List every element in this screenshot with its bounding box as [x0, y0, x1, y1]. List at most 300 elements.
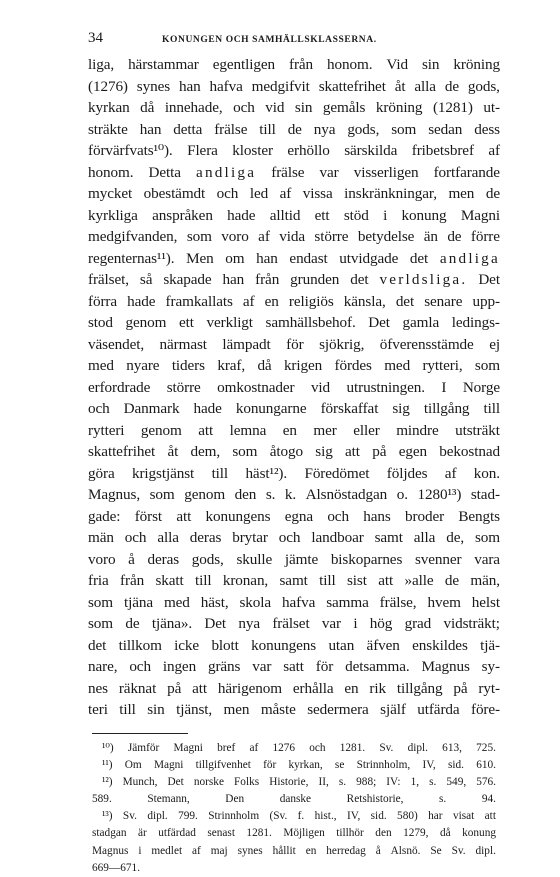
- word: men: [448, 183, 474, 205]
- word: detsamma.: [345, 656, 409, 678]
- word: s.: [339, 774, 346, 791]
- word: skattefrihet: [88, 441, 155, 463]
- word: eller: [353, 420, 379, 442]
- word: och: [217, 183, 239, 205]
- word: till: [212, 463, 228, 485]
- word: frälset,: [88, 269, 129, 291]
- word: anspråken: [152, 205, 213, 227]
- word: hist.,: [315, 808, 337, 825]
- word: senare: [424, 291, 462, 313]
- word: som: [88, 613, 113, 635]
- word: från: [289, 54, 313, 76]
- word: och: [233, 97, 255, 119]
- word: Magnus,: [88, 484, 140, 506]
- word: då: [140, 97, 154, 119]
- word: sin: [295, 97, 312, 119]
- footnotes: [92, 740, 496, 877]
- word: men: [224, 699, 250, 721]
- word: hvem: [427, 592, 460, 614]
- word: upp-: [473, 291, 500, 313]
- word: o.: [397, 484, 408, 506]
- word: sig: [392, 398, 409, 420]
- word: hans: [363, 506, 390, 528]
- word: Det: [167, 774, 183, 791]
- word: grad: [405, 613, 432, 635]
- word: kronan,: [223, 570, 268, 592]
- word: att: [176, 506, 191, 528]
- word: satt: [283, 656, 304, 678]
- text-line: [88, 355, 500, 377]
- word: 94.: [482, 791, 496, 808]
- word: och: [327, 506, 349, 528]
- word: verldsliga.: [379, 269, 467, 291]
- page-header: [88, 30, 500, 52]
- word: Men: [186, 248, 214, 270]
- word: medlet: [151, 843, 182, 860]
- word: honom.: [88, 162, 133, 184]
- word: för: [263, 757, 276, 774]
- word: dipl.: [476, 843, 496, 860]
- word: de: [447, 226, 461, 248]
- word: kyrkan: [88, 97, 130, 119]
- word: ledings-: [452, 312, 500, 334]
- word: frälse: [271, 162, 304, 184]
- word: nya: [314, 119, 336, 141]
- word: Jämför: [128, 740, 159, 757]
- word: Magnus: [92, 843, 128, 860]
- word: norske: [194, 774, 224, 791]
- word: utsträkt: [455, 420, 500, 442]
- running-head: KONUNGEN OCH SAMHÄLLSKLASSERNA.: [162, 35, 377, 45]
- word: känsla,: [344, 291, 386, 313]
- word: som: [150, 484, 175, 506]
- word: 576.: [476, 774, 496, 791]
- word: omkostnader: [217, 377, 294, 399]
- word: gods,: [192, 549, 224, 571]
- word: härigenom: [218, 678, 282, 700]
- word: Strinnholm: [208, 808, 259, 825]
- word: fribetsbref: [412, 140, 474, 162]
- word: grunden: [290, 269, 339, 291]
- text-line: [88, 484, 500, 506]
- word: Retshistorie,: [347, 791, 404, 808]
- word: blott: [211, 635, 238, 657]
- word: att: [485, 808, 496, 825]
- footnote-line: [92, 774, 496, 791]
- word: stod: [88, 312, 113, 334]
- text-line: [88, 226, 500, 248]
- word: IV,: [347, 808, 360, 825]
- word: samt: [375, 527, 403, 549]
- word: honom.: [327, 54, 372, 76]
- word: härstammar: [128, 54, 199, 76]
- text-line: [88, 162, 500, 184]
- word: (1281): [433, 97, 473, 119]
- word: särskilda: [344, 140, 397, 162]
- word: sedan: [428, 119, 462, 141]
- footnote-line: [92, 843, 496, 860]
- word: i: [353, 613, 357, 635]
- word: Folks: [234, 774, 259, 791]
- word: rytteri,: [422, 355, 462, 377]
- word: kon.: [474, 463, 500, 485]
- word: alla: [414, 527, 436, 549]
- word: fördes: [335, 355, 372, 377]
- word: broder: [405, 506, 444, 528]
- word: för: [316, 656, 333, 678]
- word: han: [140, 119, 162, 141]
- text-line: [88, 506, 500, 528]
- word: de: [288, 119, 302, 141]
- word: öfverensstämde: [380, 334, 474, 356]
- word: som: [475, 355, 500, 377]
- word: brytar: [232, 527, 268, 549]
- word: häst,: [201, 592, 229, 614]
- word: hafva: [210, 76, 243, 98]
- text-line: [88, 119, 500, 141]
- word: Sv.: [123, 808, 137, 825]
- footnote-line: [92, 860, 496, 877]
- word: förre: [471, 226, 500, 248]
- word: det: [410, 248, 428, 270]
- word: danske: [280, 791, 311, 808]
- word: enskildes: [412, 635, 468, 657]
- word: skola: [239, 592, 271, 614]
- word: deras: [190, 527, 222, 549]
- word: att: [192, 678, 207, 700]
- word: tillgifvenhet: [196, 757, 251, 774]
- word: till: [319, 570, 335, 592]
- word: åtogo: [270, 441, 303, 463]
- word: de: [486, 183, 500, 205]
- word: 669—671.: [92, 860, 140, 877]
- word: genom: [141, 420, 182, 442]
- text-line: [88, 592, 500, 614]
- word: den: [375, 825, 391, 842]
- word: af: [280, 183, 292, 205]
- word: rytteri: [88, 420, 124, 442]
- word: först: [135, 506, 162, 528]
- word: alla: [157, 527, 179, 549]
- text-line: [88, 699, 500, 721]
- word: tjäna: [124, 592, 153, 614]
- word: dem,: [191, 441, 221, 463]
- word: konungens: [251, 635, 316, 657]
- word: från: [255, 269, 279, 291]
- word: nya: [238, 613, 260, 635]
- word: skapade: [163, 269, 211, 291]
- word: krigen: [284, 355, 322, 377]
- word: tiders: [172, 355, 205, 377]
- word: då: [440, 825, 451, 842]
- word: teri: [88, 699, 108, 721]
- word: åt: [395, 76, 406, 98]
- word: genom: [126, 312, 167, 334]
- word: ett: [179, 312, 194, 334]
- word: Historie,: [269, 774, 308, 791]
- word: konungens: [206, 506, 271, 528]
- word: större: [167, 377, 201, 399]
- word: frälse,: [380, 592, 417, 614]
- word: senast: [207, 825, 235, 842]
- word: Om: [125, 757, 142, 774]
- word: å: [128, 549, 135, 571]
- word: framkallats: [166, 291, 233, 313]
- word: betydelse: [358, 226, 414, 248]
- word: gods,: [347, 119, 379, 141]
- text-line: [88, 377, 500, 399]
- word: landboar: [311, 527, 363, 549]
- word: som: [187, 226, 212, 248]
- word: Det: [478, 269, 500, 291]
- text-line: [88, 334, 500, 356]
- word: helst: [472, 592, 500, 614]
- word: II,: [318, 774, 328, 791]
- word: 1281.: [246, 825, 271, 842]
- word: 610.: [476, 757, 496, 774]
- word: Det: [368, 312, 390, 334]
- word: s.: [266, 484, 276, 506]
- text-line: [88, 269, 500, 291]
- word: 549,: [446, 774, 466, 791]
- word: kröning: [453, 54, 500, 76]
- word: sedermera: [307, 699, 369, 721]
- word: Sv.: [379, 740, 393, 757]
- text-line: [88, 312, 500, 334]
- text-line: [88, 54, 500, 76]
- word: alltid: [270, 205, 301, 227]
- text-line: [88, 441, 500, 463]
- word: ut-: [483, 97, 500, 119]
- word: det: [350, 269, 368, 291]
- word: har: [428, 808, 442, 825]
- word: endast: [289, 248, 327, 270]
- word: stadgan: [92, 825, 127, 842]
- word: tjänst,: [176, 699, 212, 721]
- word: dipl.: [408, 740, 428, 757]
- text-line: [88, 183, 500, 205]
- word: var: [252, 656, 271, 678]
- word: af: [243, 291, 255, 313]
- word: erhålla: [293, 678, 334, 700]
- word: vid: [311, 377, 330, 399]
- word: kraf,: [217, 355, 245, 377]
- word: af: [258, 226, 270, 248]
- word: så: [140, 269, 152, 291]
- word: tjäna».: [152, 613, 192, 635]
- word: till: [119, 699, 135, 721]
- word: att: [378, 570, 393, 592]
- word: var: [320, 162, 339, 184]
- word: svenner: [415, 549, 462, 571]
- word: obestämdt: [144, 183, 206, 205]
- word: i: [138, 843, 141, 860]
- word: mycket: [88, 183, 132, 205]
- word: af: [250, 740, 259, 757]
- word: och: [279, 527, 301, 549]
- word: till: [483, 398, 499, 420]
- word: Detta: [149, 162, 181, 184]
- word: med: [384, 355, 410, 377]
- word: Magni: [173, 740, 203, 757]
- word: det: [88, 635, 106, 657]
- word: Magni: [461, 205, 500, 227]
- word: 1279,: [403, 825, 428, 842]
- word: sy-: [482, 656, 500, 678]
- word: ¹⁰): [102, 740, 114, 757]
- word: om: [225, 248, 244, 270]
- word: sist: [347, 570, 367, 592]
- word: som: [475, 527, 500, 549]
- word: han: [223, 269, 245, 291]
- word: samma: [326, 592, 369, 614]
- word: och: [129, 656, 151, 678]
- word: Munch,: [123, 774, 158, 791]
- word: 988;: [356, 774, 376, 791]
- word: å: [376, 843, 381, 860]
- word: på: [372, 441, 386, 463]
- word: egentligen: [213, 54, 275, 76]
- word: då: [257, 355, 271, 377]
- word: åt: [167, 441, 178, 463]
- word: sid.: [448, 757, 464, 774]
- word: att: [198, 420, 213, 442]
- text-line: [88, 613, 500, 635]
- word: och: [88, 398, 110, 420]
- word: och: [125, 527, 147, 549]
- word: samt: [280, 570, 308, 592]
- word: utfärdad: [158, 825, 196, 842]
- word: IV:: [386, 774, 400, 791]
- word: 1,: [411, 774, 419, 791]
- word: Föredömet: [304, 463, 369, 485]
- word: alla: [414, 76, 436, 98]
- word: förvärfvats¹⁰).: [88, 140, 173, 162]
- word: hållit: [273, 843, 296, 860]
- word: ett: [315, 205, 330, 227]
- word: utrustningen.: [347, 377, 425, 399]
- word: gemåls: [323, 97, 365, 119]
- word: Se: [430, 843, 441, 860]
- word: synes: [137, 76, 170, 98]
- word: själf: [380, 699, 406, 721]
- word: regenternas¹¹).: [88, 248, 174, 270]
- word: mer: [313, 420, 336, 442]
- word: nes: [88, 678, 108, 700]
- word: en: [344, 678, 358, 700]
- word: lemna: [230, 420, 267, 442]
- word: män: [88, 527, 114, 549]
- word: vara: [474, 549, 500, 571]
- word: närmast: [160, 334, 207, 356]
- word: maj: [211, 843, 228, 860]
- word: Strinnholm,: [357, 757, 411, 774]
- word: med: [164, 592, 190, 614]
- word: bref: [217, 740, 235, 757]
- word: af: [445, 463, 457, 485]
- word: konung: [462, 825, 496, 842]
- word: Alsnöstadgan: [306, 484, 387, 506]
- word: konung: [402, 205, 447, 227]
- word: IV,: [422, 757, 435, 774]
- word: och: [309, 740, 325, 757]
- word: större: [314, 226, 348, 248]
- word: hafva: [282, 592, 315, 614]
- word: ¹³): [102, 808, 113, 825]
- word: medgifvit: [252, 76, 310, 98]
- word: Stemann,: [147, 791, 189, 808]
- word: detta: [173, 119, 202, 141]
- word: (Sv.: [269, 808, 287, 825]
- word: innehade,: [165, 97, 223, 119]
- word: tillgång: [397, 678, 443, 700]
- word: inskränkningar,: [344, 183, 437, 205]
- word: Möjligen: [283, 825, 324, 842]
- word: 580): [397, 808, 418, 825]
- word: äfven: [367, 635, 400, 657]
- word: voro: [88, 549, 115, 571]
- word: ej: [489, 334, 500, 356]
- word: de: [445, 76, 459, 98]
- word: som: [391, 119, 416, 141]
- word: hade: [227, 205, 255, 227]
- word: med: [88, 355, 114, 377]
- word: hade: [127, 291, 155, 313]
- word: skulle: [236, 549, 272, 571]
- word: sid.: [371, 808, 387, 825]
- word: visat: [453, 808, 474, 825]
- word: af: [488, 140, 500, 162]
- word: egen: [399, 441, 427, 463]
- word: till: [259, 119, 275, 141]
- word: gamla: [403, 312, 440, 334]
- word: hade: [194, 398, 222, 420]
- word: Bengts: [458, 506, 500, 528]
- word: tjä-: [480, 635, 500, 657]
- word: för: [286, 334, 303, 356]
- word: vidsträkt;: [444, 613, 500, 635]
- word: herredag: [326, 843, 366, 860]
- word: de: [125, 613, 139, 635]
- word: tillhör: [336, 825, 364, 842]
- word: Vid: [386, 54, 408, 76]
- word: dipl.: [147, 808, 167, 825]
- word: rik: [369, 678, 386, 700]
- word: Danmark: [124, 398, 180, 420]
- word: biskoparnes: [331, 549, 402, 571]
- word: vid: [265, 97, 284, 119]
- text-line: [88, 527, 500, 549]
- word: på: [167, 678, 181, 700]
- word: af: [192, 843, 201, 860]
- word: sin: [422, 54, 439, 76]
- word: Norge: [463, 377, 500, 399]
- word: sjökrig,: [319, 334, 364, 356]
- word: väsendet,: [88, 334, 144, 356]
- word: skatt: [155, 570, 183, 592]
- word: frälset: [272, 613, 309, 635]
- word: erhöllo: [287, 140, 329, 162]
- word: andliga: [440, 248, 500, 270]
- word: följdes: [387, 463, 428, 485]
- word: Sv.: [452, 843, 466, 860]
- text-line: [88, 420, 500, 442]
- word: »alle: [404, 570, 433, 592]
- word: visserligen: [354, 162, 419, 184]
- word: göra: [88, 463, 115, 485]
- word: s.: [429, 774, 436, 791]
- word: f.: [298, 808, 305, 825]
